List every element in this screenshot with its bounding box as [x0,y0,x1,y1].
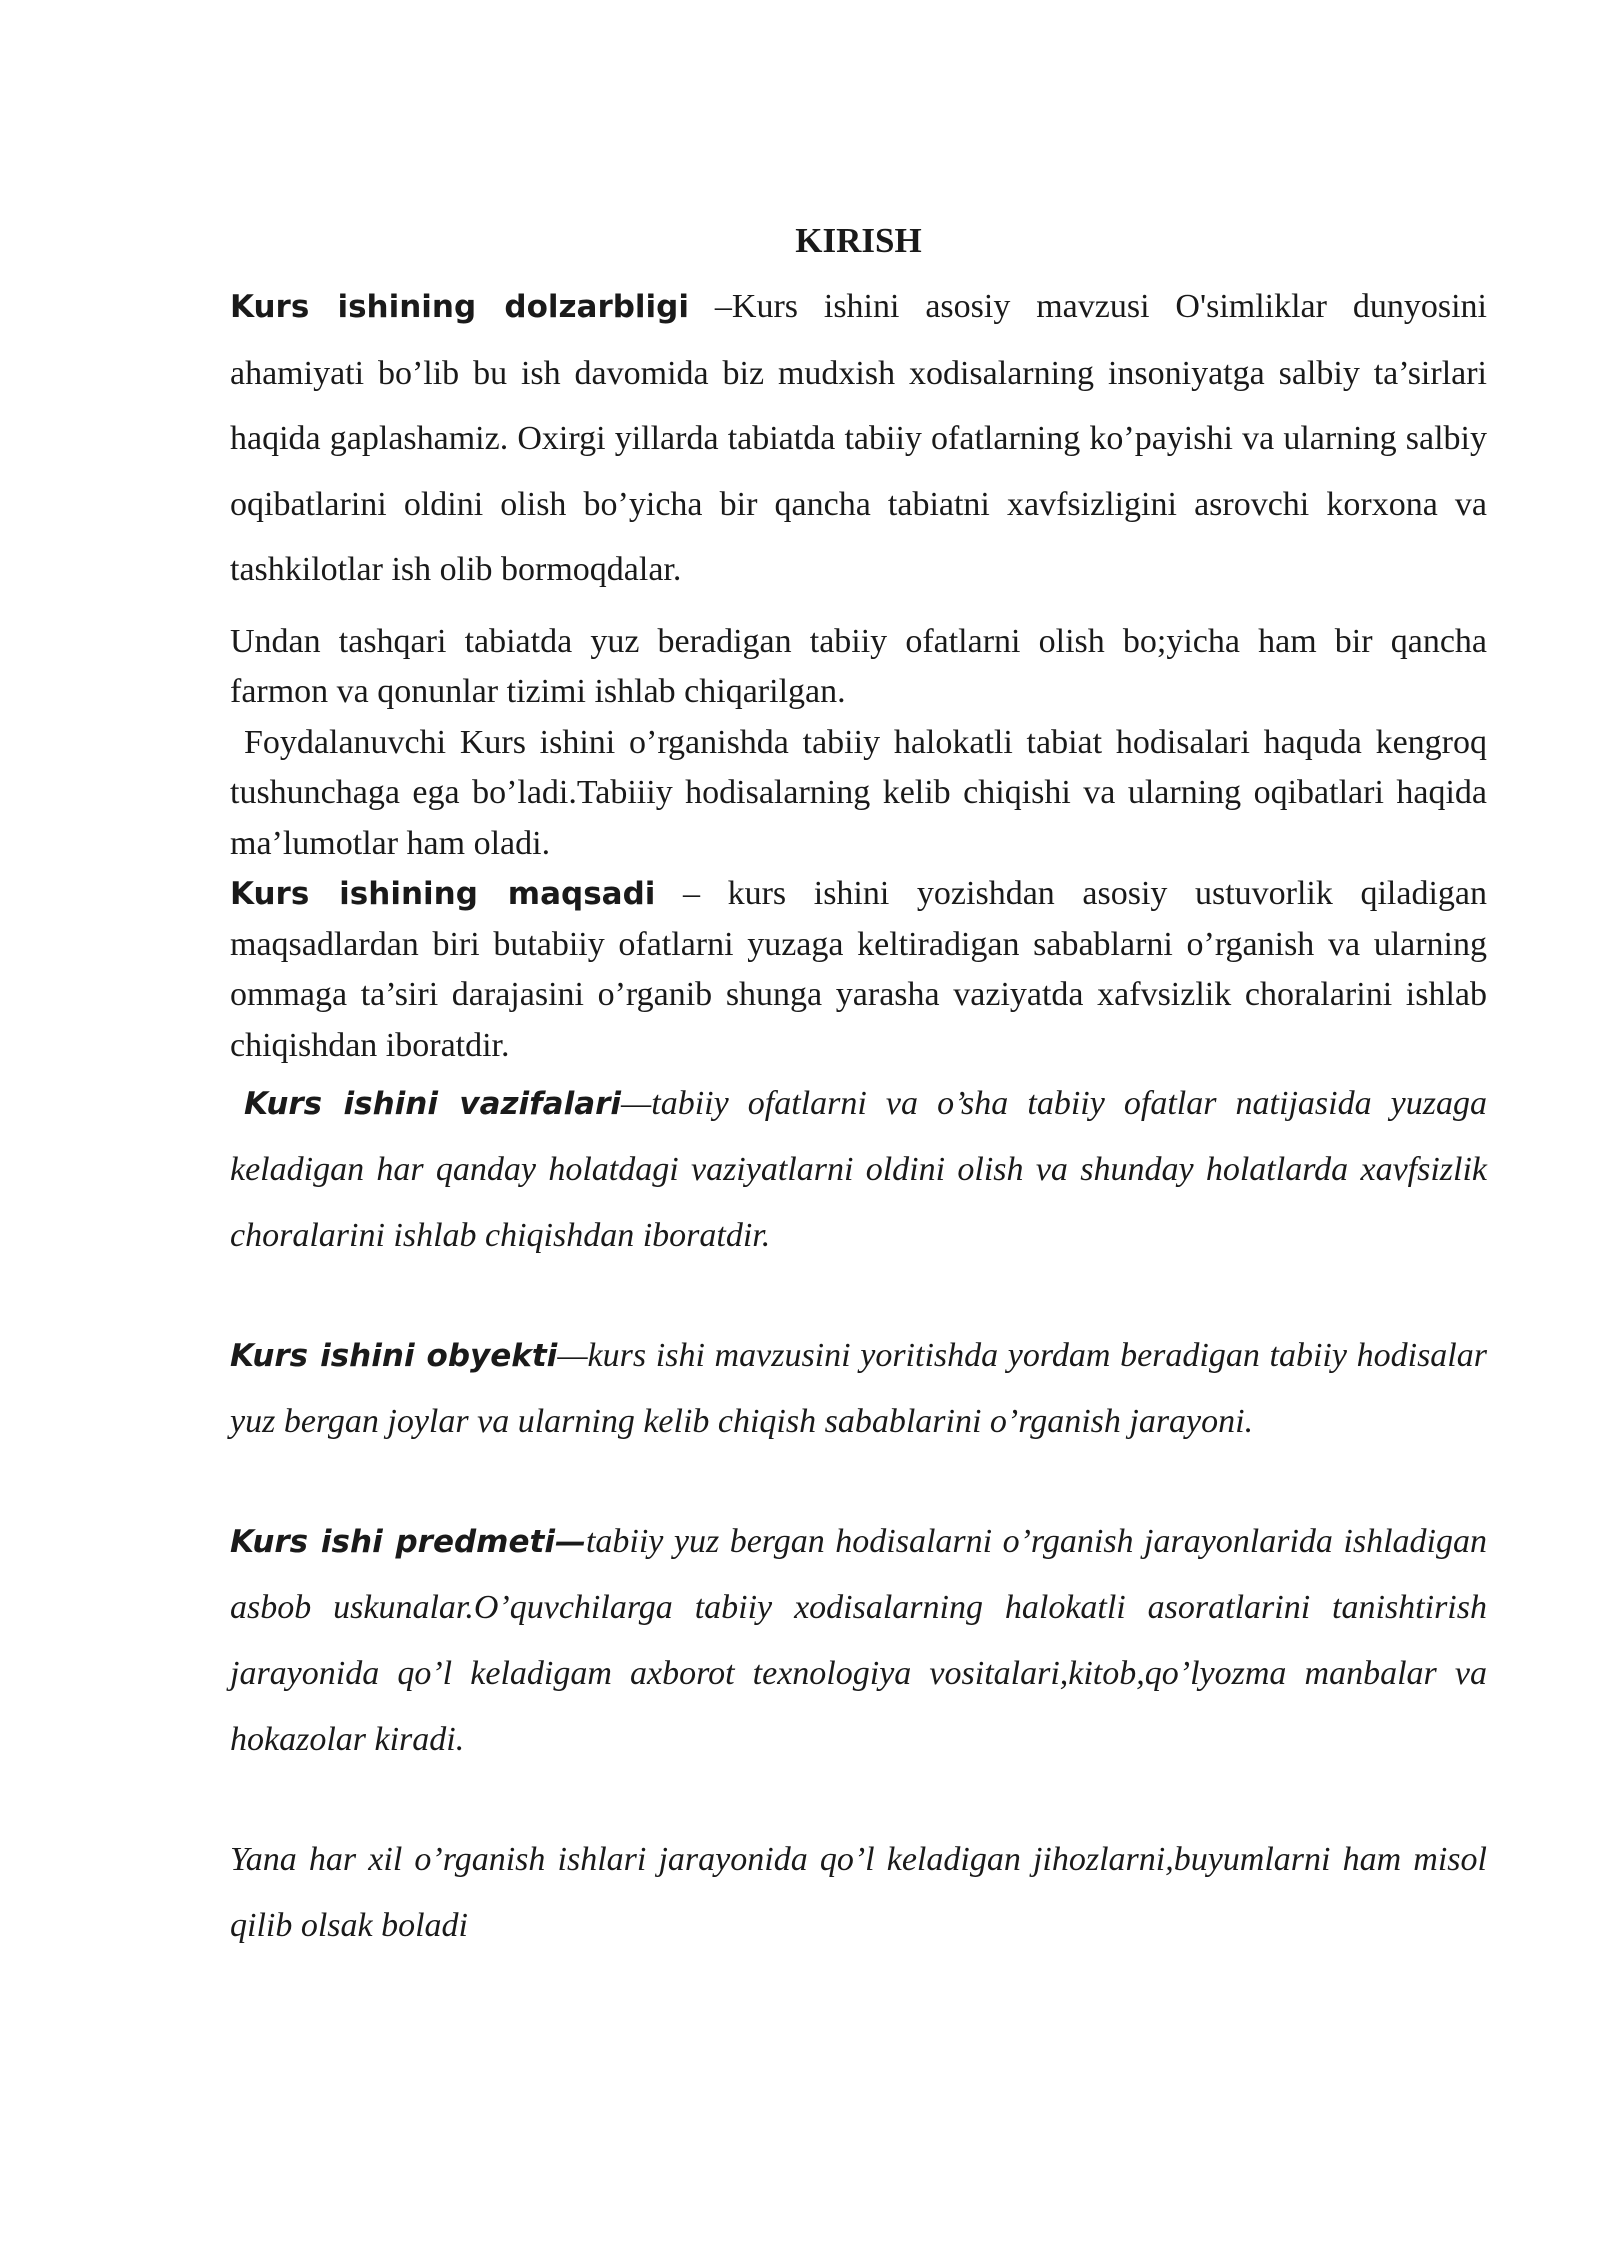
paragraph-yana [230,1827,1487,1959]
paragraph-text: —kurs ishi mavzusini yoritishda yordam beradigan tabiiy hodisalar yuz bergan joylar va ularning kelib chiqish sabablarini o’rganish jarayoni. [230,1337,1487,1440]
paragraph-label: Kurs ishini obyekti [230,1338,558,1374]
paragraph-label: Kurs ishini vazifalari [244,1086,622,1122]
paragraph-obyekti [230,1323,1487,1455]
paragraph-text: –Kurs ishini asosiy mavzusi O'simliklar dunyosini ahamiyati bo’lib bu ish davomida biz mudxish xodisalarning insoniyatga salbiy ta’sirlari haqida gaplashamiz. Oxirgi yillarda tabiatda tabiiy ofatlarning ko’payishi va ularning salbiy oqibatlarini oldini olish bo’yicha bir qancha tabiatni xavfsizligini asrovchi korxona va tashkilotlar ish olib bormoqdalar. [230,288,1487,588]
paragraph-dolzarbligi [230,274,1487,603]
paragraph-label: Kurs ishining dolzarbligi [230,289,689,325]
paragraph-foydalanuvchi [230,718,1487,870]
paragraph-label: Kurs ishi predmeti— [230,1524,586,1560]
document-page [230,212,1487,1959]
paragraph-predmeti [230,1509,1487,1773]
paragraph-label: Kurs ishining maqsadi [230,876,656,912]
paragraph-maqsadi [230,869,1487,1071]
paragraph-text: Yana har xil o’rganish ishlari jarayonida qo’l keladigan jihozlarni,buyumlarni ham misol qilib olsak boladi [230,1841,1487,1944]
paragraph-text: Foydalanuvchi Kurs ishini o’rganishda tabiiy halokatli tabiat hodisalari haquda kengroq tushunchaga ega bo’ladi.Tabiiiy hodisalarning kelib chiqishi va ularning oqibatlari haqida ma’lumotlar ham oladi. [230,723,1487,862]
paragraph-text: tabiiy yuz bergan hodisalarni o’rganish jarayonlarida ishladigan asbob uskunalar.O’quvchilarga tabiiy xodisalarning halokatli asoratlarini tanishtirish jarayonida qo’l keladigam axborot texnologiya vositalari,kitob,qo’lyozma manbalar va hokazolar kiradi. [230,1523,1488,1758]
paragraph-text: – kurs ishini yozishdan asosiy ustuvorlik qiladigan maqsadlardan biri butabiiy ofatlarni yuzaga keltiradigan sabablarni o’rganish va ularning ommaga ta’siri darajasini o’rganib shunga yarasha vaziyatda xafvsizlik choralarini ishlab chiqishdan iboratdir. [230,875,1487,1064]
document-title: KIRISH [795,221,922,260]
paragraph-vazifalari [230,1071,1487,1269]
paragraph-text: Undan tashqari tabiatda yuz beradigan tabiiy ofatlarni olish bo;yicha ham bir qancha farmon va qonunlar tizimi ishlab chiqarilgan. [230,622,1487,710]
paragraph-undan [230,617,1487,718]
paragraph-text: —tabiiy ofatlarni va o’sha tabiiy ofatlar natijasida yuzaga keladigan har qanday holatdagi vaziyatlarni oldini olish va shunday holatlarda xavfsizlik choralarini ishlab chiqishdan iboratdir. [230,1085,1487,1254]
